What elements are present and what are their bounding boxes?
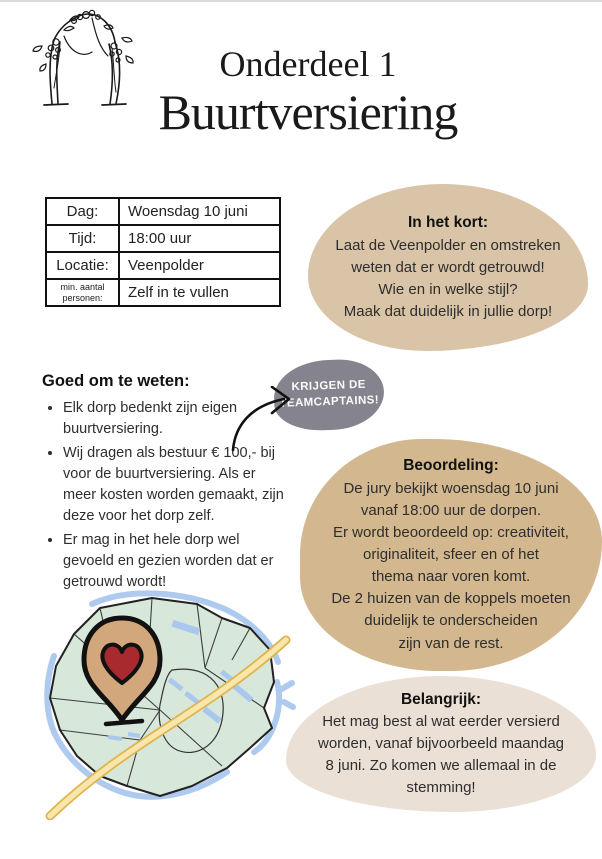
- blob-line: duidelijk te onderscheiden: [364, 612, 538, 630]
- row-value: 18:00 uur: [119, 225, 280, 252]
- blob-line: De 2 huizen van de koppels moeten: [331, 590, 571, 608]
- blob-line: weten dat er wordt getrouwd!: [351, 258, 545, 276]
- table-row: [46, 252, 280, 279]
- blob-line: Maak dat duidelijk in jullie dorp!: [343, 302, 553, 320]
- curved-arrow-icon: [226, 386, 296, 454]
- blob-line: Er wordt beoordeeld op: creativiteit,: [333, 524, 569, 542]
- row-value: Zelf in te vullen: [119, 279, 280, 306]
- row-label: Tijd:: [46, 225, 119, 252]
- blob-heading: Beoordeling:: [403, 457, 499, 475]
- table-row: [46, 225, 280, 252]
- blob-line: 8 juni. Zo komen we allemaal in de: [325, 757, 557, 775]
- row-value: Veenpolder: [119, 252, 280, 279]
- table-row: [46, 279, 280, 306]
- veenpolder-map-icon: [22, 590, 297, 820]
- beoordeling-blob: [300, 439, 602, 671]
- list-item: • Elk dorp bedenkt zijn eigen buurtversiering.: [63, 398, 300, 440]
- list-item: • Er mag in het hele dorp wel gevoeld en gezien worden dat er getrouwd wordt!: [63, 530, 300, 593]
- blob-line: vanaf 18:00 uur de dorpen.: [360, 502, 542, 520]
- blob-heading: In het kort:: [407, 214, 489, 232]
- blob-line: stemming!: [406, 779, 476, 797]
- header: [20, 44, 596, 140]
- row-label: min. aantal personen:: [46, 279, 119, 306]
- blob-line: zijn van de rest.: [398, 634, 504, 652]
- row-value: Woensdag 10 juni: [119, 198, 280, 225]
- blob-line: originaliteit, sfeer en of het: [363, 546, 539, 564]
- blob-line: Het mag best al wat eerder versierd: [322, 713, 560, 731]
- row-label: Dag:: [46, 198, 119, 225]
- in-het-kort-blob: [308, 184, 588, 351]
- blob-line: KRIJGEN DE: [291, 379, 367, 394]
- page-title: Buurtversiering: [158, 84, 458, 141]
- event-info-table: [45, 197, 281, 307]
- blob-line: thema naar voren komt.: [371, 568, 531, 586]
- blob-line: Laat de Veenpolder en omstreken: [335, 236, 561, 254]
- blob-line: TEAMCAPTAINS!: [279, 394, 380, 410]
- blob-line: Wie en in welke stijl?: [378, 280, 518, 298]
- section-heading: Goed om te weten:: [42, 372, 190, 390]
- table-row: [46, 198, 280, 225]
- blob-line: De jury bekijkt woensdag 10 juni: [343, 480, 559, 498]
- belangrijk-blob: [286, 676, 596, 812]
- row-label: Locatie:: [46, 252, 119, 279]
- list-item: • Wij dragen als bestuur € 100,- bij voor de buurtversiering. Als er meer kosten worden gemaakt, zijn deze voor het dorp zelf.: [63, 443, 300, 527]
- blob-heading: Belangrijk:: [400, 690, 482, 708]
- page-subtitle: Onderdeel 1: [219, 44, 397, 84]
- blob-line: worden, vanaf bijvoorbeeld maandag: [318, 735, 564, 753]
